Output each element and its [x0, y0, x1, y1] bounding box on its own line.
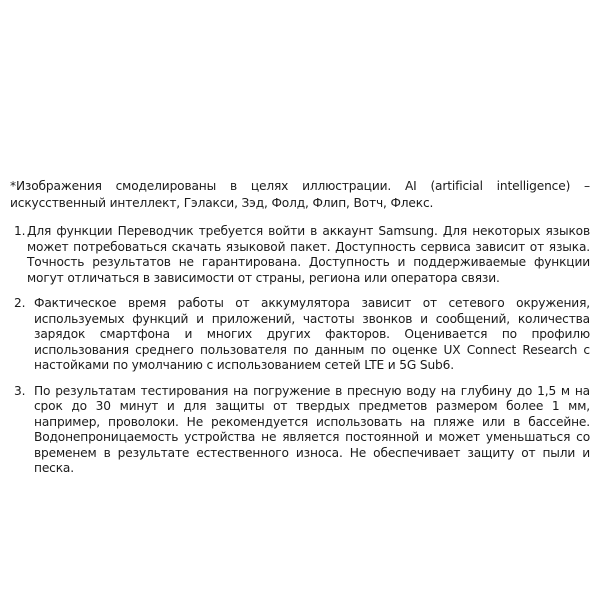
- footnote-2: [10, 296, 590, 374]
- footnote-number: 1.: [14, 224, 26, 238]
- footnote-number: 3.: [14, 383, 26, 398]
- footnote-text: Фактическое время работы от аккумулятора зависит от сетевого окружения, используемых функций и приложений, частоты звонков и сообщений, количества зарядок смартфона и многих других факторов. Оценивается по профилю использования среднего пользователя по данным по оценке UX Connect Research с настойками по умолчанию с использованием сетей LTE и 5G Sub6.: [34, 296, 590, 372]
- disclaimer-intro: *Изображения смоделированы в целях иллюстрации. AI (artificial intelligence) – искусственный интеллект, Гэлакси, Зэд, Фолд, Флип, Вотч, Флекс.: [10, 179, 590, 210]
- footnote-text: Для функции Переводчик требуется войти в аккаунт Samsung. Для некоторых языков может потребоваться скачать языковой пакет. Доступность сервиса зависит от языка. Точность результатов не гарантирована. Доступность и поддерживаемые функции могут отличаться в зависимости от страны, региона или оператора связи.: [27, 224, 590, 285]
- footnote-text: По результатам тестирования на погружение в пресную воду на глубину до 1,5 м на срок до 30 минут и для защиты от твердых предметов размером более 1 мм, например, проволоки. Не рекомендуется использовать на пляже или в бассейне. Водонепроницаемость устройства не является постоянной и может уменьшаться со временем в результате естественного износа. Не обеспечивает защиту от пыли и песка.: [34, 383, 590, 475]
- footnote-1: [10, 224, 590, 286]
- footnote-list: [10, 224, 590, 487]
- footnote-3: [10, 384, 590, 477]
- footnote-number: 2.: [14, 296, 26, 310]
